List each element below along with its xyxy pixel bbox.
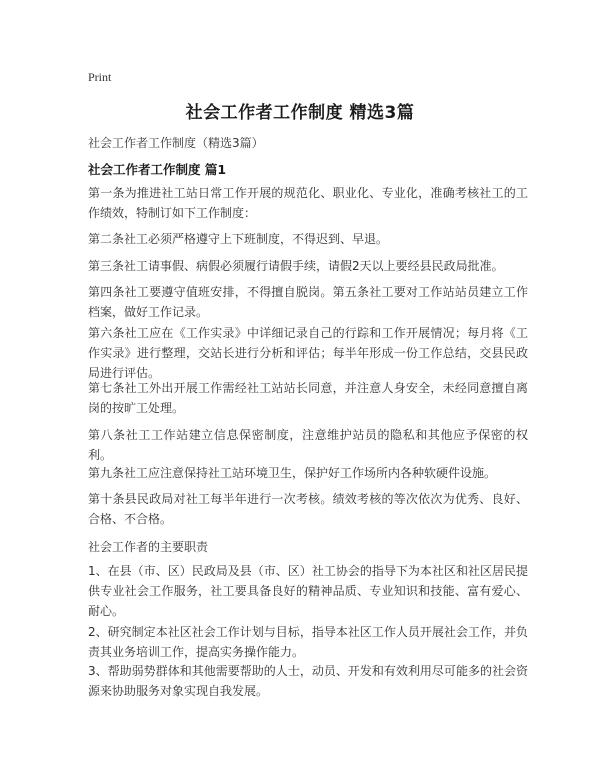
article-1: 第一条为推进社工站日常工作开展的规范化、职业化、专业化，准确考核社工的工作绩效，特制订如下工作制度：	[88, 186, 528, 220]
duties-heading: 社会工作者的主要职责	[88, 540, 209, 554]
duty-3: 3、帮助弱势群体和其他需要帮助的人士，动员、开发和有效利用尽可能多的社会资源来协助服务对象实现自我发展。	[88, 664, 528, 698]
article-6: 第六条社工应在《工作实录》中详细记录自己的行踪和工作开展情况；每月将《工作实录》进行整理，交站长进行分析和评估；每半年形成一份工作总结，交县民政局进行评估。	[88, 326, 528, 380]
duty-1: 1、在县（市、区）民政局及县（市、区）社工协会的指导下为本社区和社区居民提供专业社会工作服务，社工要具备良好的精神品质、专业知识和技能、富有爱心、耐心。	[88, 564, 528, 618]
duty-2: 2、研究制定本社区社会工作计划与目标，指导本社区工作人员开展社会工作，并负责其业务培训工作，提高实务操作能力。	[88, 625, 528, 659]
page-title: 社会工作者工作制度 精选3篇	[185, 103, 415, 123]
article-3: 第三条社工请事假、病假必须履行请假手续，请假2天以上要经县民政局批准。	[88, 259, 504, 273]
document-subtitle: 社会工作者工作制度（精选3篇）	[88, 136, 264, 150]
article-8: 第八条社工工作站建立信息保密制度，注意维护站员的隐私和其他应予保密的权利。	[88, 428, 528, 462]
article-7: 第七条社工外出开展工作需经社工站站长同意，并注意人身安全，未经同意擅自离岗的按旷工处理。	[88, 381, 528, 415]
article-9: 第九条社工应注意保持社工站环境卫生，保护好工作场所内各种软硬件设施。	[88, 466, 497, 480]
article-2: 第二条社工必须严格遵守上下班制度，不得迟到、早退。	[88, 232, 389, 246]
article-4: 第四条社工要遵守值班安排，不得擅自脱岗。第五条社工要对工作站站员建立工作档案，做好工作记录。	[88, 285, 528, 319]
article-10: 第十条县民政局对社工每半年进行一次考核。绩效考核的等次依次为优秀、良好、合格、不合格。	[88, 492, 528, 526]
print-link[interactable]: Print	[88, 70, 112, 84]
section-heading: 社会工作者工作制度 篇1	[88, 162, 227, 177]
